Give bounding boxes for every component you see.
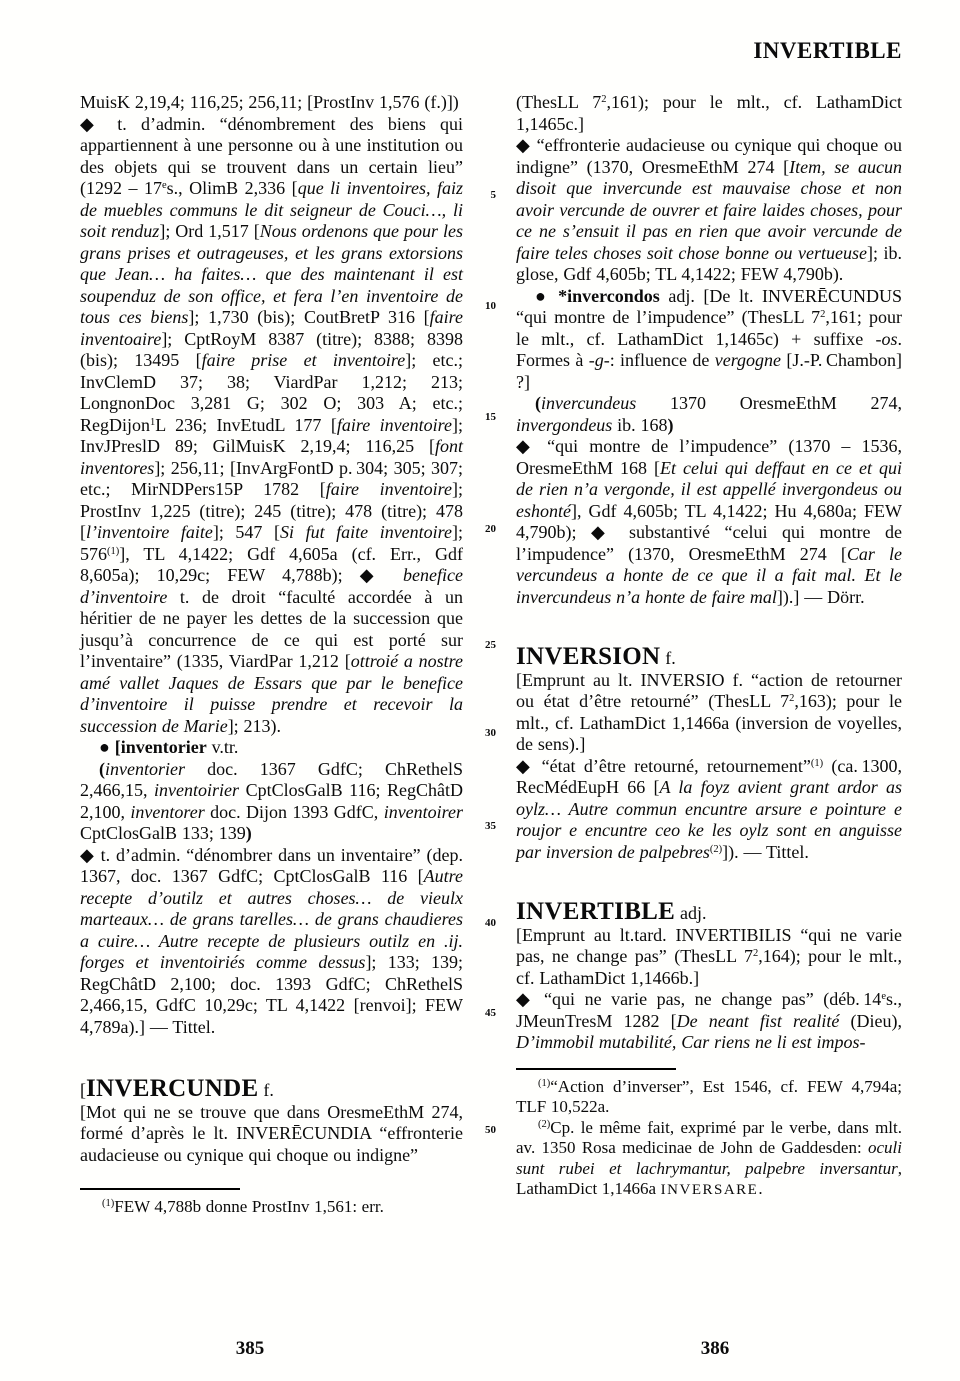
headword-invercunde: [INVERCUNDE f. — [80, 1075, 274, 1102]
subentry-invercondos: ● *invercondos adj. [De lt. INVERĒCUNDUS “qui montre de l’impudence” (ThesLL $7^2,161$; pour le mlt., cf. LathamDict 1,1465c) + suffixe -os. Formes à -g-: influence de vergogne [J.-P. Chambon] ?] — [516, 285, 902, 392]
sense-invercunde: ◆ “effronterie audacieuse ou cynique qui choque ou indigne” (1370, OresmeEthM 274 [Item, se aucun disoit que invercunde est mauvaise chose et non avoir vercunde de ouvrer et faire laides choses, pour ce ne s’ensuit il pas en rien que avoir vercunde de faire teles choses soit chose bonne ou vertueuse]; ib. glose, Gdf 4,605b; TL 4,1422; FEW 4,790b). — [516, 135, 902, 284]
forms-invercundeus: (invercundeus 1370 OresmeEthM 274, invergondeus ib. 168) — [516, 393, 902, 435]
line-number: 35 — [485, 820, 496, 832]
sense-invertible: ◆ “qui ne varie pas, ne change pas” (déb. 14es., JMeunTresM 1282 [De neant fist realité (Dieu), D’immobil mutabilité, Car riens ne li est impos- — [516, 989, 902, 1052]
etymology-invertible: [Emprunt au lt.tard. INVERTIBILIS “qui ne varie pas, ne change pas” (ThesLL $7^2,164$); pour le mlt., cf. LathamDict 1,1466b.] — [516, 924, 903, 988]
line-number: 45 — [485, 1007, 496, 1019]
left-column-paragraphs — [80, 92, 463, 1166]
headword-invertible: INVERTIBLE adj. — [516, 898, 707, 925]
sense-inventoire-admin: ◆ t. d’admin. “dénombrement des biens qui appartiennent à une personne ou à une institution ou des objets qui se trouvent dans un certain lieu” (1292 – 17es., OlimB 2,336 [que li inventoires, faiz de muebles communs le dit seigneur de Couci…, li soit renduz]; Ord 1,517 [Nous ordenons que pour les grans prises et outrageuses, et les grans extorsions que Jean… ha faites… que des maintenant il est soupenduz de son office, et fera l’en inventoire de tous ces biens]; 1,730 (bis); CoutBretP 316 [faire inventoaire]; CptRoyM 8387 (titre); 8388; 8398 (bis); 13495 [faire prise et inventoire]; etc.; InvClemD 37; 38; ViardPar 1,212; 213; LongnonDoc 3,281 G; 302 O; 303 A; etc.; RegDijon$^1$L 236; InvEtudL 177 [faire inventoire]; InvJPreslD 89; GilMuisK 2,19,4; 116,25 [font inventores]; 256,11; [InvArgFontD p. 304; 305; 307; etc.; MirNDPers15P 1782 [faire inventoire]; ProstInv 1,225 (titre); 245 (titre); 478 (titre); 478 [l’inventoire faite]; 547 [Si fut faite inventoire]; 576$^{(1)}$], TL 4,1422; Gdf 4,605a (cf. Err., Gdf 8,605a); 10,29c; FEW 4,788b); ◆ benefice d’inventoire t. de droit “faculté accordée à un héritier de ne payer les dettes de la succession que jusqu’à concurrence de ce qui est porté sur l’inventaire” (1335, ViardPar 1,212 [ottroié a nostre amé vallet Jaques de Essars que par le benefice d’inventoire il puisse prendre et recevoir la succession de Marie]; 213). — [80, 113, 464, 736]
footnote-rule — [516, 1068, 676, 1070]
footnote-1-left: $^{(1)}$FEW 4,788b donne ProstInv 1,561: err. — [102, 1197, 384, 1216]
footnote-2-right: $^{(2)}$Cp. le même fait, exprimé par le verbe, dans mlt. av. 1350 Rosa medicinae de John de Gaddesden: oculi sunt rubei et lachrymantur, palpebre inversantur, LathamDict 1,1466a INVERSARE. — [516, 1117, 902, 1198]
forms-inventorier: (inventorier doc. 1367 GdfC; ChRethelS 2,466,15, inventoirier CptClosGalB 116; RegChâtD 2,100, inventorer doc. Dijon 1393 GdfC, inventoirer CptClosGalB 133; 139) — [80, 758, 463, 843]
sense-inventorier-admin: ◆ t. d’admin. “dénombrer dans un inventaire” (dep. 1367, doc. 1367 GdfC; CptClosGalB 116 [Autre recepte d’outilz et autres choses… de vieulx marteaux… de grans tarelles… de grans chaudieres a cuire… Autre recepte de plusieurs outilz en .ij. forges et inventoiriés comme dessus]; 133; 139; RegChâtD 2,100; doc. 1393 GdfC; ChRethelS 2,466,15, GdfC 10,29c; TL 4,1422 [renvoi]; FEW 4,789a).] — Tittel. — [80, 844, 464, 1037]
page-number-right: 386 — [700, 1338, 730, 1359]
line-number: 40 — [485, 917, 496, 929]
footnote-rule — [80, 1188, 240, 1190]
right-footnotes — [516, 1077, 902, 1201]
sense-invercondos: ◆ “qui montre de l’impudence” (1370 – 1536, OresmeEthM 168 [Et celui qui deffaut en ce et qui de rien n’a vergonde, il est appellé invergondeus ou eshonté], Gdf 4,605b; TL 4,1422; Hu 4,680a; FEW 4,790b); ◆ substantivé “celui qui montre de l’impudence” (1370, OresmeEthM 274 [Car le vercundeus a honte de ce que il a fait mal. Et le invercundeus n’a honte de faire mal]).] — Dörr. — [516, 436, 902, 607]
line-number: 50 — [485, 1124, 496, 1136]
right-column — [516, 92, 902, 1201]
line-number: 25 — [485, 639, 496, 651]
left-column — [80, 92, 463, 1218]
line-number: 10 — [485, 300, 496, 312]
etymology-inversion: [Emprunt au lt. INVERSIO f. “action de retourner ou état d’être retourné” (ThesLL $7^2,163$); pour le mlt., cf. LathamDict 1,1466a (inversion de voyelles, de sens).] — [516, 669, 902, 754]
line-number: 15 — [485, 411, 496, 423]
footnote-1-right: $^{(1)}$“Action d’inverser”, Est 1546, cf. FEW 4,794a; TLF 10,522a. — [516, 1076, 902, 1116]
sense-inversion: ◆ “état d’être retourné, retournement”$^{(1)}$ (ca. 1300, RecMédEupH 66 [A la foyz avient grant ardor as oylz… Autre commun encuntre arsure e pointure e roujor e encuntre ceo ke les oylz sont en anguisse par inversion de palpebres$^{(2)}$]). — Tittel. — [516, 755, 903, 862]
line-number: 20 — [485, 523, 496, 535]
etymology-invercunde: [Mot qui ne se trouve que dans OresmeEthM 274, formé d’après le lt. INVERĒCUNDIA “effronterie audacieuse ou cynique qui choque ou indigne” — [80, 1101, 463, 1165]
page-number-left: 385 — [235, 1338, 265, 1359]
left-footnote-section — [80, 1188, 463, 1218]
line-number: 30 — [485, 727, 496, 739]
continuation-references: MuisK 2,19,4; 116,25; 256,11; [ProstInv 1,576 (f.)]) — [80, 92, 459, 112]
right-column-paragraphs — [516, 92, 902, 1054]
running-title: INVERTIBLE — [753, 38, 902, 63]
line-number-gutter — [468, 0, 496, 1381]
subentry-inventorier: ● [inventorier v.tr. — [99, 737, 239, 757]
etymology-invercunde-continued: (ThesLL $7^2,161$); pour le mlt., cf. LathamDict 1,1465c.] — [516, 92, 903, 134]
headword-inversion: INVERSION f. — [516, 643, 676, 670]
right-footnote-section — [516, 1068, 902, 1201]
line-number: 5 — [490, 189, 496, 201]
left-footnotes — [80, 1197, 463, 1218]
